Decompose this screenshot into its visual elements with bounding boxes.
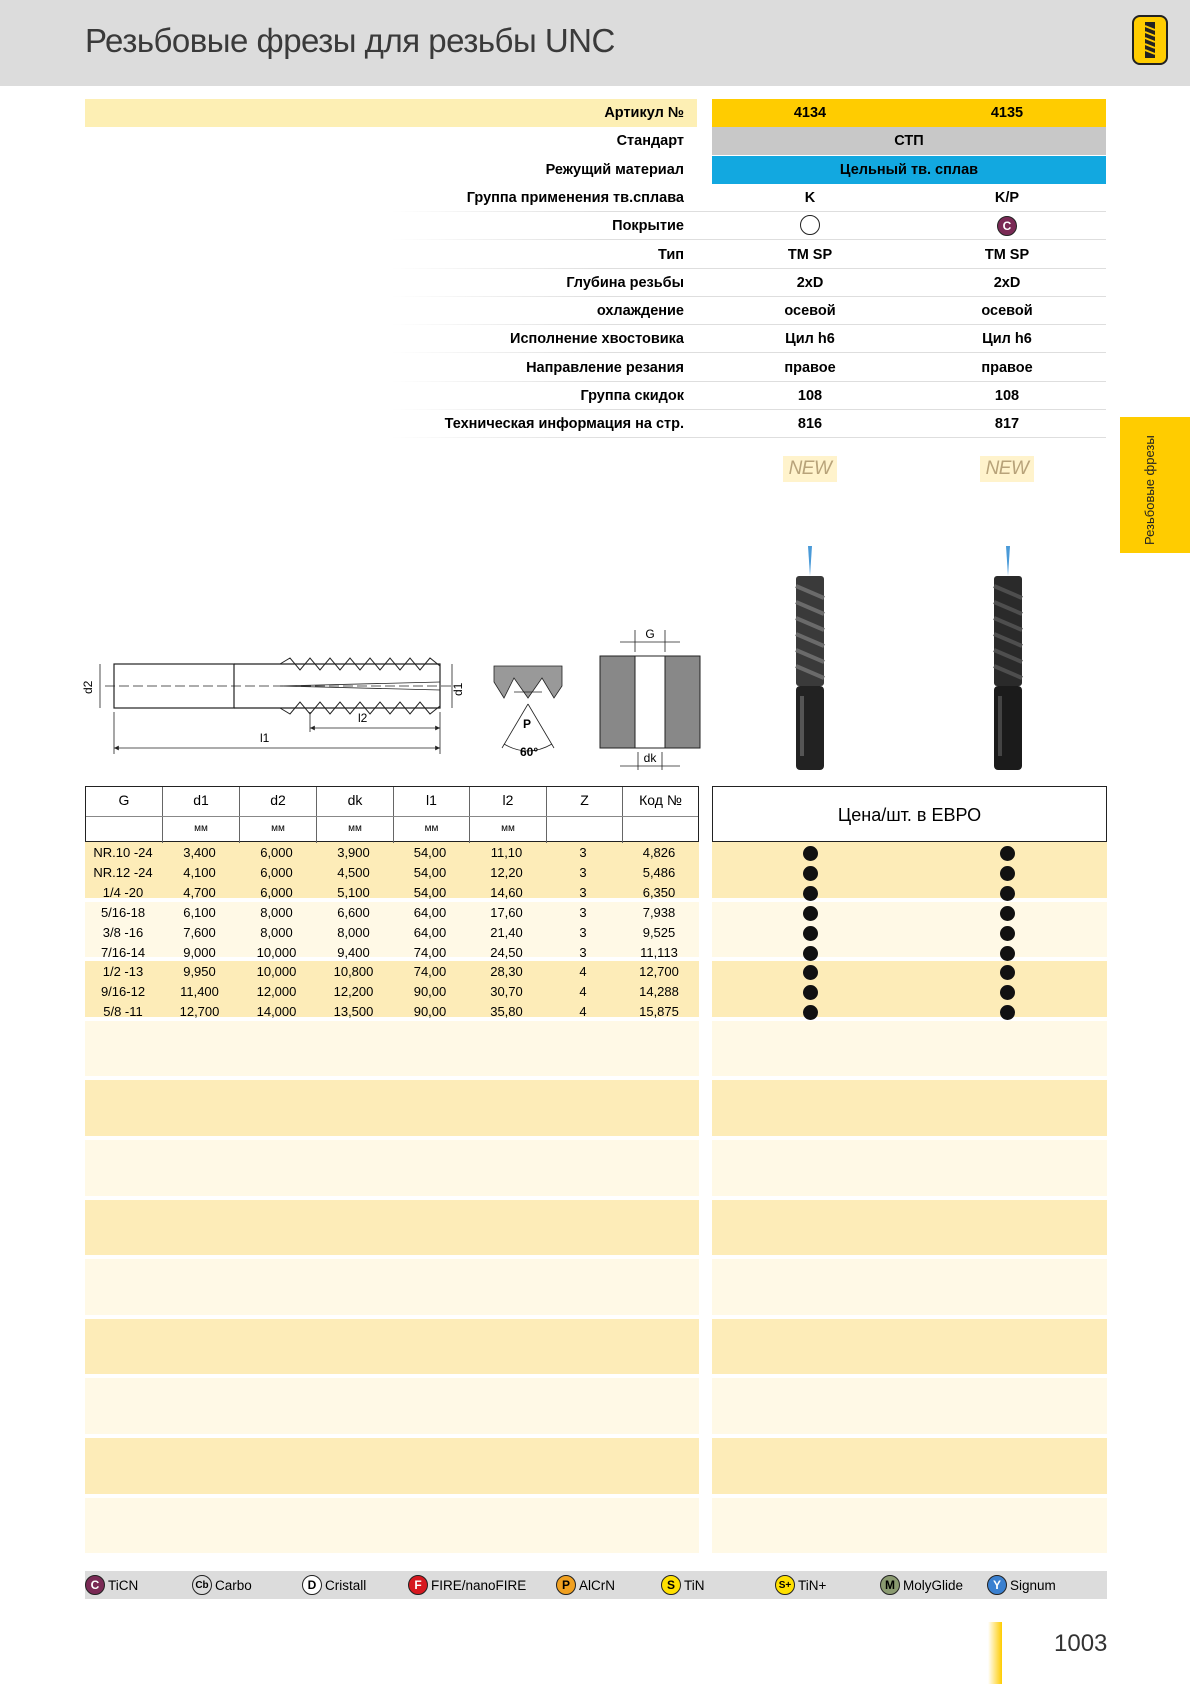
availability-dot-4135[interactable] bbox=[1000, 846, 1015, 861]
dimension-table-header bbox=[85, 786, 699, 842]
table-cell: 21,40 bbox=[490, 924, 523, 940]
table-cell: NR.10 -24 bbox=[93, 845, 153, 860]
table-cell: 54,00 bbox=[413, 845, 447, 860]
page-number: 1003 bbox=[1054, 1630, 1108, 1657]
table-cell: 9,525 bbox=[642, 924, 676, 940]
spec-value-span: СТП bbox=[894, 133, 924, 150]
spec-value-4134: K bbox=[804, 189, 816, 206]
spec-row bbox=[0, 99, 1106, 127]
table-cell: 3,400 bbox=[183, 845, 216, 860]
table-cell: 14,60 bbox=[490, 884, 523, 900]
col-Z: Z bbox=[546, 787, 622, 843]
spec-label: Группа скидок bbox=[580, 388, 684, 404]
table-cell: 9,000 bbox=[183, 944, 216, 960]
price-header: Цена/шт. в ЕВРО bbox=[712, 786, 1107, 842]
table-cell: 11,400 bbox=[180, 984, 219, 1000]
spec-label: охлаждение bbox=[596, 303, 684, 320]
col-d2: d2 мм bbox=[239, 787, 316, 843]
spec-value-4134: TM SP bbox=[787, 246, 833, 263]
coating-none-icon bbox=[720, 218, 900, 239]
table-cell: 5,100 bbox=[337, 884, 370, 900]
table-band bbox=[85, 1319, 1107, 1375]
spec-value-4135: 4135 bbox=[990, 105, 1024, 121]
spec-label: Глубина резьбы bbox=[566, 274, 684, 291]
table-band bbox=[85, 1140, 1107, 1196]
thread-profile-view bbox=[494, 666, 562, 759]
table-cell: 6,600 bbox=[337, 904, 370, 920]
table-cell: 3/8 -16 bbox=[102, 924, 144, 940]
spec-label: Исполнение хвостовика bbox=[510, 331, 684, 348]
table-row bbox=[85, 962, 699, 982]
coating-molyglide-icon: M bbox=[880, 1575, 900, 1595]
legend-item bbox=[661, 1575, 705, 1595]
table-cell: 35,80 bbox=[490, 1004, 523, 1020]
spec-row bbox=[0, 127, 1106, 155]
table-cell: 24,50 bbox=[490, 944, 523, 960]
coating-tin-icon: S bbox=[661, 1575, 681, 1595]
table-cell: 4 bbox=[579, 984, 587, 1000]
spec-row bbox=[0, 156, 1106, 184]
spec-value-4135: 817 bbox=[994, 416, 1020, 433]
availability-dot-4135[interactable] bbox=[1000, 1005, 1015, 1020]
spec-value-4134: осевой bbox=[784, 303, 836, 320]
table-band bbox=[85, 1438, 1107, 1494]
table-cell: 8,000 bbox=[260, 924, 293, 940]
table-cell: 3,900 bbox=[337, 845, 370, 860]
new-badge-4135: NEW bbox=[980, 456, 1034, 482]
table-cell: 4,700 bbox=[183, 884, 216, 900]
spec-value-4135: 2xD bbox=[993, 274, 1021, 291]
table-cell: 3 bbox=[579, 864, 587, 880]
availability-dot-4134[interactable] bbox=[803, 926, 818, 941]
legend-label: FIRE/nanoFIRE bbox=[431, 1577, 527, 1593]
table-cell: 4 bbox=[579, 1004, 587, 1020]
table-cell: 15,875 bbox=[639, 1004, 679, 1020]
label-dk: dk bbox=[643, 751, 657, 765]
legend-label: Cristall bbox=[325, 1577, 367, 1593]
availability-dot-4135[interactable] bbox=[1000, 886, 1015, 901]
availability-dot-4134[interactable] bbox=[803, 866, 818, 881]
table-cell: 74,00 bbox=[413, 964, 447, 980]
table-row bbox=[85, 982, 699, 1002]
spec-value-4135: TM SP bbox=[984, 246, 1030, 263]
spec-value-4135: Цил h6 bbox=[982, 331, 1032, 348]
legend-item bbox=[775, 1575, 826, 1595]
spec-label: Артикул № bbox=[604, 105, 684, 121]
spec-value-4134: 816 bbox=[797, 416, 823, 433]
table-cell: 6,000 bbox=[260, 845, 293, 860]
label-d2: d2 bbox=[81, 680, 95, 694]
spec-row bbox=[0, 269, 1106, 297]
legend-label: TiCN bbox=[108, 1577, 139, 1593]
table-cell: NR.12 -24 bbox=[93, 864, 153, 880]
legend-item bbox=[408, 1575, 526, 1595]
table-cell: 11,113 bbox=[640, 944, 678, 960]
label-angle: 60° bbox=[520, 745, 539, 759]
table-cell: 10,000 bbox=[256, 964, 297, 980]
label-l1: l1 bbox=[260, 731, 270, 745]
legend-label: Carbo bbox=[215, 1577, 252, 1593]
coating-legend bbox=[85, 1571, 1107, 1599]
col-d1: d1 мм bbox=[162, 787, 239, 843]
table-cell: 9,400 bbox=[337, 944, 370, 960]
col-dk: dk мм bbox=[316, 787, 393, 843]
table-cell: 17,60 bbox=[490, 904, 523, 920]
table-cell: 13,500 bbox=[333, 1004, 374, 1020]
tool-image-4135 bbox=[980, 546, 1036, 772]
new-badge-4134: NEW bbox=[783, 456, 837, 482]
table-row bbox=[85, 863, 699, 883]
spec-label: Тип bbox=[658, 246, 684, 263]
table-cell: 5,486 bbox=[642, 864, 676, 880]
table-cell: 8,000 bbox=[260, 904, 293, 920]
spec-row bbox=[0, 212, 1106, 240]
table-cell: 12,000 bbox=[256, 984, 297, 1000]
table-row bbox=[85, 883, 699, 903]
spec-row bbox=[0, 382, 1106, 410]
table-cell: 90,00 bbox=[413, 984, 447, 1000]
legend-item bbox=[192, 1575, 252, 1595]
spec-row bbox=[0, 354, 1106, 382]
table-cell: 14,000 bbox=[256, 1004, 297, 1020]
table-cell: 4,500 bbox=[337, 864, 370, 880]
table-cell: 10,800 bbox=[333, 964, 374, 980]
spec-label: Режущий материал bbox=[545, 161, 684, 178]
table-cell: 9,950 bbox=[183, 964, 216, 980]
table-cell: 4,826 bbox=[642, 845, 676, 860]
legend-label: TiN bbox=[684, 1577, 705, 1593]
table-cell: 1/4 -20 bbox=[102, 884, 144, 900]
availability-dot-4134[interactable] bbox=[803, 946, 818, 961]
spec-row bbox=[0, 241, 1106, 269]
table-band bbox=[85, 1080, 1107, 1136]
coating-carbo-icon: Cb bbox=[192, 1575, 212, 1595]
legend-item bbox=[556, 1575, 615, 1595]
table-cell: 4,100 bbox=[183, 864, 216, 880]
page-title: Резьбовые фрезы для резьбы UNC bbox=[85, 22, 615, 59]
table-row bbox=[85, 843, 699, 863]
page-number-bar bbox=[988, 1622, 1002, 1684]
spec-row bbox=[0, 184, 1106, 212]
table-cell: 5/8 -11 bbox=[103, 1004, 143, 1020]
col-l2: l2 мм bbox=[469, 787, 546, 843]
table-cell: 6,350 bbox=[642, 884, 676, 900]
coating-firenanofire-icon: F bbox=[408, 1575, 428, 1595]
table-cell: 3 bbox=[579, 924, 587, 940]
table-band bbox=[85, 1378, 1107, 1434]
spec-value-4135: осевой bbox=[981, 303, 1033, 320]
table-cell: 12,200 bbox=[333, 984, 374, 1000]
table-cell: 3 bbox=[579, 884, 587, 900]
coating-alcrn-icon: P bbox=[556, 1575, 576, 1595]
label-pitch: P bbox=[523, 717, 532, 731]
label-l2: l2 bbox=[358, 711, 368, 725]
table-cell: 12,700 bbox=[179, 1004, 220, 1020]
legend-label: AlCrN bbox=[579, 1577, 615, 1593]
table-cell: 7/16-14 bbox=[100, 944, 146, 960]
table-cell: 90,00 bbox=[413, 1004, 447, 1020]
table-cell: 3 bbox=[579, 845, 587, 860]
table-cell: 5/16-18 bbox=[100, 904, 146, 920]
table-cell: 11,10 bbox=[490, 845, 523, 860]
spec-value-4134: 108 bbox=[797, 388, 823, 404]
table-cell: 28,30 bbox=[490, 964, 523, 980]
table-cell: 54,00 bbox=[413, 864, 447, 880]
page-header bbox=[0, 0, 1190, 86]
spec-label: Техническая информация на стр. bbox=[444, 416, 684, 433]
spec-value-4134: 2xD bbox=[796, 274, 824, 291]
table-band bbox=[85, 1259, 1107, 1315]
table-cell: 12,20 bbox=[490, 864, 523, 880]
spec-value-4135: K/P bbox=[994, 189, 1020, 206]
spec-row bbox=[0, 410, 1106, 438]
table-row bbox=[85, 923, 699, 943]
coating-signum-icon: Y bbox=[987, 1575, 1007, 1595]
legend-label: MolyGlide bbox=[903, 1577, 964, 1593]
table-row bbox=[85, 903, 699, 923]
availability-dot-4135[interactable] bbox=[1000, 866, 1015, 881]
coating-ticn-icon: C bbox=[85, 1575, 105, 1595]
band-gap bbox=[699, 842, 712, 1557]
table-cell: 30,70 bbox=[490, 984, 523, 1000]
table-cell: 3 bbox=[579, 944, 587, 960]
table-cell: 54,00 bbox=[413, 884, 447, 900]
table-cell: 64,00 bbox=[413, 924, 447, 940]
table-cell: 8,000 bbox=[337, 924, 370, 940]
spec-value-4134: правое bbox=[784, 359, 836, 376]
table-cell: 6,000 bbox=[260, 884, 293, 900]
spec-label: Стандарт bbox=[616, 133, 684, 150]
table-cell: 9/16-12 bbox=[100, 984, 146, 1000]
table-cell: 7,600 bbox=[183, 924, 216, 940]
table-band bbox=[85, 1498, 1107, 1554]
availability-dot-4135[interactable] bbox=[1000, 906, 1015, 921]
availability-dot-4135[interactable] bbox=[1000, 926, 1015, 941]
label-d1: d1 bbox=[451, 682, 465, 696]
legend-label: Signum bbox=[1010, 1577, 1056, 1593]
table-cell: 6,000 bbox=[260, 864, 293, 880]
spec-value-4134: 4134 bbox=[793, 105, 827, 121]
spec-label: Покрытие bbox=[612, 218, 684, 235]
legend-label: TiN+ bbox=[798, 1577, 827, 1593]
table-cell: 64,00 bbox=[413, 904, 447, 920]
table-cell: 74,00 bbox=[413, 944, 447, 960]
legend-item bbox=[880, 1575, 963, 1595]
col-code: Код № bbox=[622, 787, 698, 843]
label-G: G bbox=[645, 627, 655, 641]
side-tab-label: Резьбовые фрезы bbox=[1142, 435, 1157, 545]
tool-side-view bbox=[81, 658, 465, 754]
table-row bbox=[85, 1002, 699, 1022]
table-cell: 14,288 bbox=[639, 984, 679, 1000]
table-cell: 10,000 bbox=[256, 944, 297, 960]
table-cell: 6,100 bbox=[183, 904, 216, 920]
coating-cristall-icon: D bbox=[302, 1575, 322, 1595]
section-side-tab[interactable] bbox=[1120, 417, 1190, 553]
col-G: G bbox=[118, 792, 130, 808]
col-l1: l1 мм bbox=[393, 787, 469, 843]
availability-dot-4134[interactable] bbox=[803, 886, 818, 901]
coating-tin-icon: S+ bbox=[775, 1575, 795, 1595]
spec-value-4135: 108 bbox=[994, 388, 1020, 404]
spec-value-4134: Цил h6 bbox=[785, 331, 835, 348]
table-cell: 4 bbox=[579, 964, 587, 980]
table-band bbox=[85, 1200, 1107, 1256]
availability-dot-4134[interactable] bbox=[803, 906, 818, 921]
spec-label: Группа применения тв.сплава bbox=[466, 189, 684, 206]
table-cell: 12,700 bbox=[639, 964, 679, 980]
spec-row bbox=[0, 297, 1106, 325]
table-cell: 3 bbox=[579, 904, 587, 920]
legend-item bbox=[85, 1575, 138, 1595]
tool-dimension-diagram bbox=[80, 620, 720, 780]
thread-mill-logo-icon bbox=[1132, 15, 1168, 65]
spec-value-span: Цельный тв. сплав bbox=[839, 161, 979, 178]
legend-item bbox=[302, 1575, 366, 1595]
spec-value-4135: правое bbox=[981, 359, 1033, 376]
table-cell: 7,938 bbox=[642, 904, 676, 920]
threaded-hole-section bbox=[600, 627, 700, 770]
table-row bbox=[85, 943, 699, 963]
legend-item bbox=[987, 1575, 1056, 1595]
availability-dot-4134[interactable] bbox=[803, 846, 818, 861]
table-cell: 1/2 -13 bbox=[102, 964, 144, 980]
spec-row bbox=[0, 325, 1106, 353]
table-band bbox=[85, 1021, 1107, 1077]
coating-ticn-icon: C bbox=[917, 218, 1097, 236]
spec-label: Направление резания bbox=[526, 359, 684, 376]
tool-image-4134 bbox=[782, 546, 838, 772]
availability-dot-4134[interactable] bbox=[803, 1005, 818, 1020]
availability-dot-4135[interactable] bbox=[1000, 946, 1015, 961]
